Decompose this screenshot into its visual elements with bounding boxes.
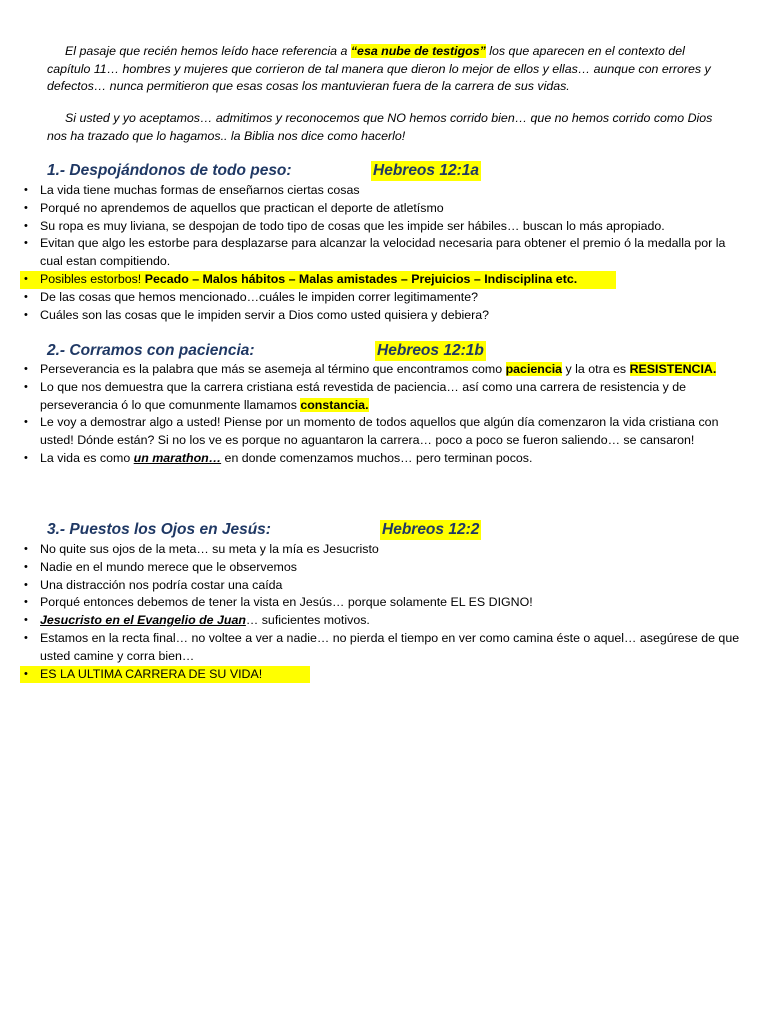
list-item <box>0 612 740 630</box>
section-3-list <box>0 541 740 683</box>
bullet-icon: • <box>24 631 28 644</box>
list-item-text: Su ropa es muy liviana, se despojan de todo tipo de cosas que les impide ser hábiles… buscan lo más apropiado. <box>40 218 665 233</box>
section-3-heading <box>47 520 480 540</box>
section-1-title: 1.- Despojándonos de todo peso: <box>47 162 292 179</box>
list-item-text: en donde comenzamos muchos… pero terminan pocos. <box>221 450 533 465</box>
list-item-text: y la otra es <box>562 362 630 376</box>
bullet-icon: • <box>24 237 28 250</box>
list-item <box>0 361 740 379</box>
highlight-resistencia: RESISTENCIA. <box>629 362 717 376</box>
section-2-heading <box>47 341 484 361</box>
list-item <box>0 200 740 218</box>
intro-paragraph-2: Si usted y yo aceptamos… admitimos y reconocemos que NO hemos corrido bien… que no hemos corrido como Dios nos ha trazado que lo hagamos.. la Biblia nos dice como hacerlo! <box>47 111 713 143</box>
list-item-text: Le voy a demostrar algo a usted! Piense por un momento de todos aquellos que algún día comenzaron la vida cristiana con usted! Dónde están? Si no los ve es porque no aguantaron la carrera… poco a poco se fueron saliendo… se cansaron! <box>40 415 719 448</box>
intro-p1-before: El pasaje que recién hemos leído hace referencia a <box>65 44 351 58</box>
list-item-text: Porqué entonces debemos de tener la vista en Jesús… porque solamente EL ES DIGNO! <box>40 595 533 610</box>
highlight-paciencia: paciencia <box>505 362 563 376</box>
list-item <box>0 379 740 415</box>
section-3-title: 3.- Puestos los Ojos en Jesús: <box>47 521 271 538</box>
list-item-text: Una distracción nos podría costar una caída <box>40 577 283 592</box>
bullet-icon: • <box>24 416 28 429</box>
list-item-text: De las cosas que hemos mencionado…cuáles le impiden correr legitimamente? <box>40 289 479 304</box>
emphasis-marathon: un marathon… <box>133 450 222 465</box>
list-item <box>0 594 740 612</box>
list-item-text: La vida es como <box>40 450 134 465</box>
bullet-icon: • <box>24 308 28 321</box>
list-item <box>0 218 740 236</box>
list-item-bold-text: Pecado – Malos hábitos – Malas amistades – Prejuicios – Indisciplina etc. <box>144 271 578 286</box>
bullet-icon: • <box>24 578 28 591</box>
list-item-text: Estamos en la recta final… no voltee a ver a nadie… no pierda el tiempo en ver como camina éste o aquel… asegúrese de que usted camine y corra bien… <box>40 630 740 663</box>
section-2-title: 2.- Corramos con paciencia: <box>47 342 255 359</box>
list-item-text: La vida tiene muchas formas de enseñarnos ciertas cosas <box>40 183 360 197</box>
bullet-icon: • <box>24 184 28 196</box>
section-2-list <box>0 361 740 468</box>
list-item <box>0 577 740 595</box>
bullet-icon: • <box>24 201 28 214</box>
list-item-text: Evitan que algo les estorbe para desplazarse para alcanzar la velocidad necesaria para obtener el premio ó la medalla por la cual estan compitiendo. <box>40 236 726 269</box>
list-item-text: Perseverancia es la palabra que más se asemeja al término que encontramos como <box>40 362 506 376</box>
list-item-text: Posibles estorbos! <box>40 271 145 286</box>
list-item <box>0 307 740 325</box>
list-item <box>0 289 740 307</box>
bullet-icon: • <box>24 363 28 375</box>
emphasis-evangelio-juan: Jesucristo en el Evangelio de Juan <box>40 613 246 628</box>
list-item <box>0 450 740 468</box>
list-item-text: Porqué no aprendemos de aquellos que practican el deporte de atletísmo <box>40 200 444 215</box>
bullet-icon: • <box>24 543 28 555</box>
bullet-icon: • <box>24 667 28 680</box>
bullet-icon: • <box>24 451 28 464</box>
intro-p1-highlight: “esa nube de testigos” <box>350 44 486 58</box>
list-item <box>0 630 740 666</box>
list-item <box>0 541 740 559</box>
list-item-text: Cuáles son las cosas que le impiden servir a Dios como usted quisiera y debiera? <box>40 307 490 322</box>
bullet-icon: • <box>24 380 28 393</box>
list-item <box>0 414 740 450</box>
bullet-icon: • <box>24 219 28 232</box>
intro-paragraph-1 <box>47 43 727 96</box>
list-item-text: … suficientes motivos. <box>245 613 370 628</box>
list-item <box>0 559 740 577</box>
list-item-text: Nadie en el mundo merece que le observemos <box>40 559 297 574</box>
list-item-text: Lo que nos demuestra que la carrera cristiana está revestida de paciencia… así como una carrera de resistencia y de perseverancia ó lo que comunmente llamamos <box>40 379 687 412</box>
list-item <box>0 182 740 200</box>
section-3-reference: Hebreos 12:2 <box>382 521 480 538</box>
list-item-text: ES LA ULTIMA CARRERA DE SU VIDA! <box>40 666 263 681</box>
intro-p1-after: los que aparecen en el contexto del capítulo 11… hombres y mujeres que corrieron de tal manera que dieron lo mejor de ellos y ellas… aunque con errores y defectos… nunca permitieron que esas cosas los mantuvieran fuera de la carrera de sus vidas. <box>47 44 711 93</box>
list-item <box>0 235 740 271</box>
bullet-icon: • <box>24 596 28 609</box>
bullet-icon: • <box>24 290 28 303</box>
list-item-highlighted <box>20 666 310 684</box>
section-1-list <box>0 182 740 324</box>
list-item-highlighted <box>20 271 616 289</box>
bullet-icon: • <box>24 614 28 627</box>
highlight-constancia: constancia. <box>300 397 369 412</box>
bullet-icon: • <box>24 272 28 285</box>
section-1-heading <box>47 161 479 181</box>
bullet-icon: • <box>24 560 28 573</box>
list-item-text: No quite sus ojos de la meta… su meta y la mía es Jesucristo <box>40 542 379 556</box>
section-2-reference: Hebreos 12:1b <box>377 342 484 359</box>
section-1-reference: Hebreos 12:1a <box>373 162 479 179</box>
